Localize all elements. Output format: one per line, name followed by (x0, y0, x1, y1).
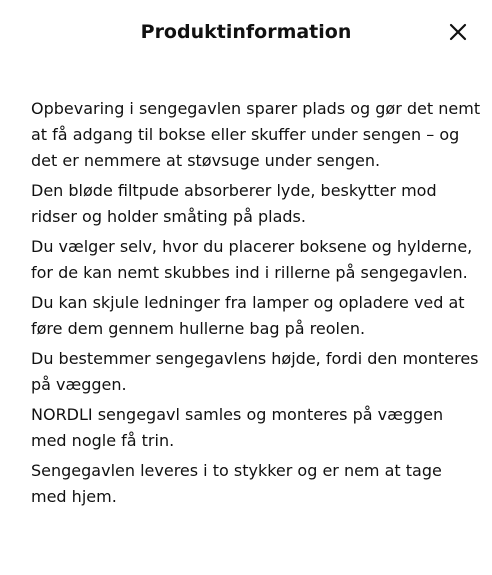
paragraph-delivery: Sengegavlen leveres i to stykker og er nem at tage med hjem. (31, 461, 442, 506)
paragraph-height: Du bestemmer sengegavlens højde, fordi den monteres på væggen. (31, 349, 479, 394)
paragraph-felt-pad: Den bløde filtpude absorberer lyde, beskytter mod ridser og holder småting på plads. (31, 181, 437, 226)
close-icon (449, 23, 467, 41)
close-button[interactable] (440, 14, 476, 50)
product-description (31, 96, 481, 514)
dialog-title: Produktinformation (140, 21, 352, 43)
paragraph-storage: Opbevaring i sengegavlen sparer plads og gør det nemt at få adgang til bokse eller skuffer under sengen – og det er nemmere at støvsuge under sengen. (31, 99, 481, 170)
paragraph-assembly: NORDLI sengegavl samles og monteres på væggen med nogle få trin. (31, 405, 444, 450)
paragraph-placement: Du vælger selv, hvor du placerer boksene og hylderne, for de kan nemt skubbes ind i rillerne på sengegavlen. (31, 237, 473, 282)
paragraph-cables: Du kan skjule ledninger fra lamper og opladere ved at føre dem gennem hullerne bag på reolen. (31, 293, 465, 338)
dialog-header (0, 0, 492, 64)
